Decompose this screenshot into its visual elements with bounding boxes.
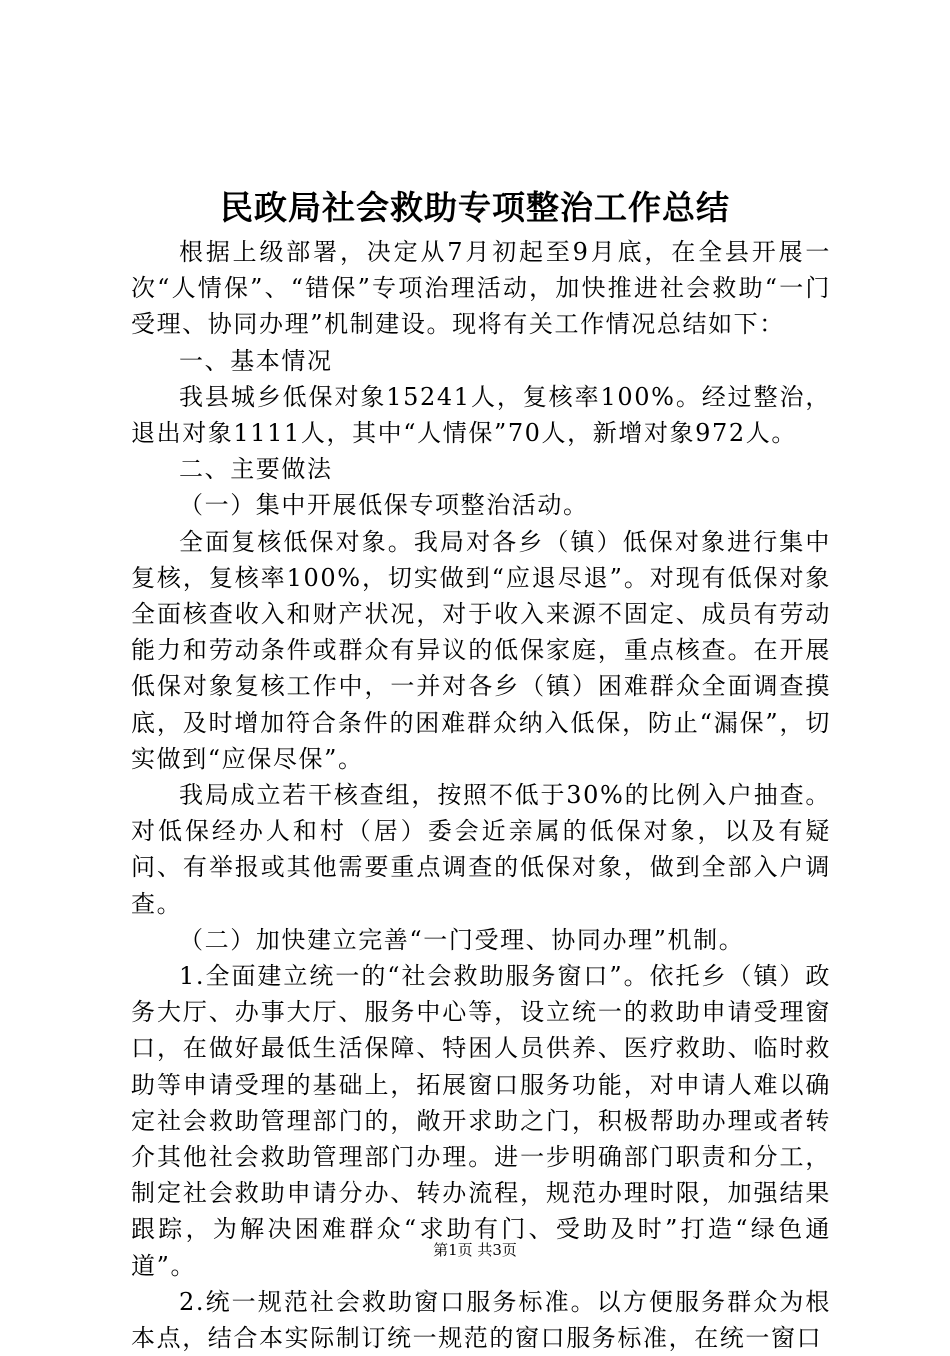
paragraph-inspection: 我局成立若干核查组，按照不低于30%的比例入户抽查。对低保经办人和村（居）委会近亲属的低保对象，以及有疑问、有举报或其他需要重点调查的低保对象，做到全部入户调查。	[131, 781, 831, 918]
heading-basic-situation: 一、基本情况	[179, 346, 333, 375]
paragraph-basic-situation: 我县城乡低保对象15241人，复核率100%。经过整治，退出对象1111人，其中“人情保”70人，新增对象972人。	[131, 382, 831, 448]
paragraph-intro: 根据上级部署，决定从7月初起至9月底，在全县开展一次“人情保”、“错保”专项治理活动，加快推进社会救助“一门受理、协同办理”机制建设。现将有关工作情况总结如下：	[131, 238, 831, 339]
document-body	[131, 234, 831, 1356]
heading-main-practices: 二、主要做法	[179, 455, 333, 484]
document-title: 民政局社会救助专项整治工作总结	[220, 188, 730, 227]
paragraph-item-2: 2.统一规范社会救助窗口服务标准。以方便服务群众为根本点，结合本实际制订统一规范的窗口服务标准，在统一窗口	[131, 1287, 831, 1353]
subheading-section-2: （二）加快建立完善“一门受理、协同办理”机制。	[179, 925, 745, 954]
page-footer: 第1页 共3页	[433, 1241, 517, 1259]
paragraph-item-1: 1.全面建立统一的“社会救助服务窗口”。依托乡（镇）政务大厅、办事大厅、服务中心等，设立统一的救助申请受理窗口，在做好最低生活保障、特困人员供养、医疗救助、临时救助等申请受理的基础上，拓展窗口服务功能，对申请人难以确定社会救助管理部门的，敞开求助之门，积极帮助办理或者转介其他社会救助管理部门办理。进一步明确部门职责和分工，制定社会救助申请分办、转办流程，规范办理时限，加强结果跟踪，为解决困难群众“求助有门、受助及时”打造“绿色通道”。	[131, 962, 831, 1280]
paragraph-review: 全面复核低保对象。我局对各乡（镇）低保对象进行集中复核，复核率100%，切实做到“应退尽退”。对现有低保对象全面核查收入和财产状况，对于收入来源不固定、成员有劳动能力和劳动条件或群众有异议的低保家庭，重点核查。在开展低保对象复核工作中，一并对各乡（镇）困难群众全面调查摸底，及时增加符合条件的困难群众纳入低保，防止“漏保”，切实做到“应保尽保”。	[131, 527, 831, 773]
subheading-section-1: （一）集中开展低保专项整治活动。	[179, 491, 589, 520]
